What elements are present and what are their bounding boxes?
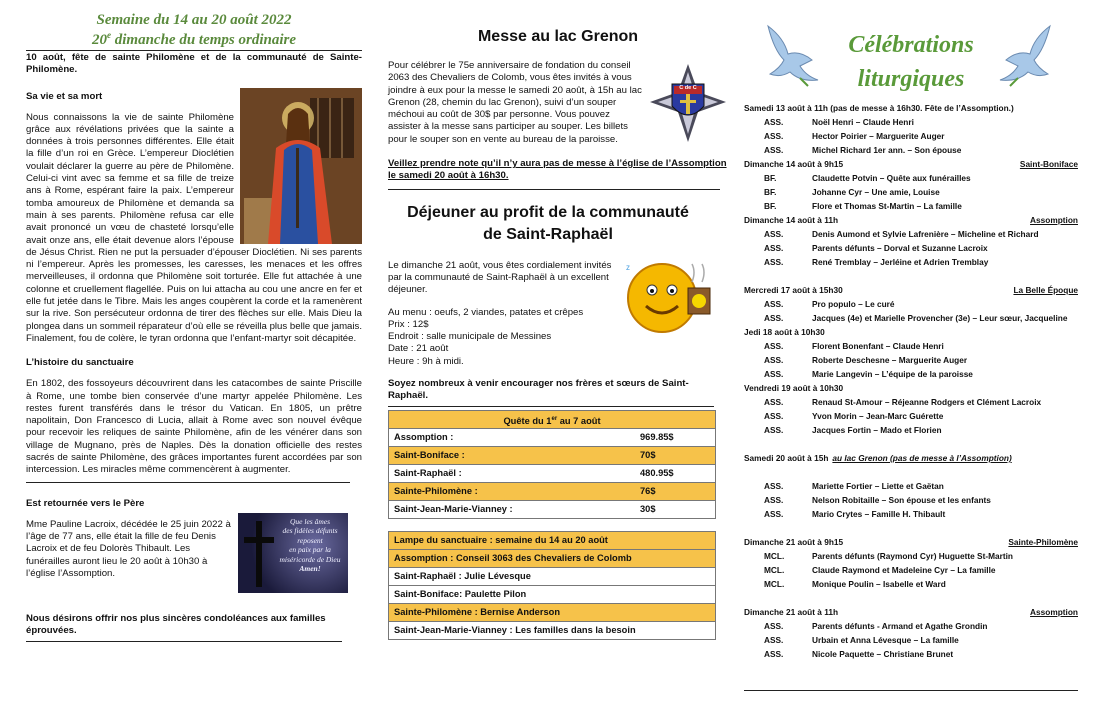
church-code: ASS. bbox=[764, 397, 784, 407]
church-code: ASS. bbox=[764, 145, 784, 155]
church-code: ASS. bbox=[764, 299, 784, 309]
celebration-date-heading bbox=[744, 283, 1078, 297]
church-label: Assomption bbox=[1030, 607, 1078, 617]
date-label: Dimanche 21 août à 9h15 bbox=[744, 537, 844, 547]
lake-text: Pour célébrer le 75e anniversaire de fondation du conseil 2063 des Chevaliers de Colomb, vous êtes invités à vous joindre à eux pour la messe le samedi 20 août, à 15h au lac Grenon (28, chemin du lac Grenon), suivi d’un souper méchoui au coût de 30$ par personne. Vous pouvez assister à la messe sans participer au souper. Les billets pour le souper son en vente au bureau de la paroisse. bbox=[388, 60, 642, 145]
celebration-date-heading bbox=[744, 381, 1078, 395]
intention-text: Claude Raymond et Madeleine Cyr – La famille bbox=[812, 565, 996, 575]
intention-text: Mario Crytes – Famille H. Thibault bbox=[812, 509, 946, 519]
date-label: Samedi 13 août à 11h (pas de messe à 16h30. Fête de l’Assomption.) bbox=[744, 103, 1014, 113]
breakfast-title: Déjeuner au profit de la communauté de Saint-Raphaël bbox=[407, 203, 689, 243]
spacer bbox=[744, 521, 1078, 535]
intention-text: Parents défunts – Dorval et Suzanne Lacroix bbox=[812, 243, 988, 253]
intention-text: Johanne Cyr – Une amie, Louise bbox=[812, 187, 940, 197]
intention-text: Parents défunts (Raymond Cyr) Huguette St-Martin bbox=[812, 551, 1013, 561]
sanctuary-heading: L’histoire du sanctuaire bbox=[26, 357, 134, 369]
cross-line-5: miséricorde de Dieu bbox=[279, 554, 341, 564]
celebration-date-heading bbox=[744, 213, 1078, 227]
intention-row bbox=[744, 423, 1078, 437]
church-label: Saint-Boniface bbox=[1019, 159, 1078, 169]
intention-row bbox=[744, 633, 1078, 647]
intention-text: Florent Bonenfant – Claude Henri bbox=[812, 341, 944, 351]
kofc-emblem-icon bbox=[648, 62, 728, 144]
quete-row: Assomption : 969.85$ bbox=[389, 428, 715, 446]
church-code: ASS. bbox=[764, 369, 784, 379]
intention-text: Claudette Potvin – Quête aux funérailles bbox=[812, 173, 971, 183]
feast-intro: 10 août, fête de sainte Philomène et de la communauté de Sainte-Philomène. bbox=[26, 52, 362, 76]
church-code: ASS. bbox=[764, 313, 784, 323]
intention-text: Renaud St-Amour – Réjeanne Rodgers et Clément Lacroix bbox=[812, 397, 1042, 407]
intention-text: Roberte Deschesne – Marguerite Auger bbox=[812, 355, 968, 365]
church-label: Assomption bbox=[1030, 215, 1078, 225]
quete-row: Saint-Boniface : 70$ bbox=[389, 446, 715, 464]
spacer bbox=[744, 437, 1078, 451]
cross-line-2: des fidèles défunts bbox=[282, 526, 338, 536]
church-code: ASS. bbox=[764, 509, 784, 519]
church-code: ASS. bbox=[764, 131, 784, 141]
intention-text: Parents défunts - Armand et Agathe Grondin bbox=[812, 621, 988, 631]
spacer bbox=[744, 465, 1078, 479]
breakfast-location: Endroit : salle municipale de Messines bbox=[388, 331, 552, 343]
lake-notice: Veillez prendre note qu’il n’y aura pas de messe à l’église de l’Assomption le samedi 20 août à 16h30. bbox=[388, 158, 727, 182]
church-code: MCL. bbox=[764, 579, 785, 589]
intention-row bbox=[744, 255, 1078, 269]
church-code: ASS. bbox=[764, 481, 784, 491]
lampe-row: Saint-Jean-Marie-Vianney : Les familles dans la besoin bbox=[389, 621, 715, 639]
church-code: ASS. bbox=[764, 621, 784, 631]
intention-text: Jacques Fortin – Mado et Florien bbox=[812, 425, 942, 435]
intention-row bbox=[744, 563, 1078, 577]
intention-row bbox=[744, 395, 1078, 409]
lampe-row: Sainte-Philomène : Bernise Anderson bbox=[389, 603, 715, 621]
church-code: ASS. bbox=[764, 243, 784, 253]
divider bbox=[388, 406, 714, 407]
intention-row bbox=[744, 115, 1078, 129]
sunday-number: 20 bbox=[91, 32, 107, 48]
intention-text: Yvon Morin – Jean-Marc Guérette bbox=[812, 411, 944, 421]
intention-text: Noël Henri – Claude Henri bbox=[812, 117, 914, 127]
intention-text: Pro populo – Le curé bbox=[812, 299, 895, 309]
church-code: ASS. bbox=[764, 425, 784, 435]
celebration-date-heading bbox=[744, 101, 1078, 115]
church-code: ASS. bbox=[764, 355, 784, 365]
liturgy-header bbox=[744, 0, 1078, 100]
column-3 bbox=[744, 0, 1078, 661]
column-1 bbox=[26, 0, 362, 642]
quete-table bbox=[388, 410, 716, 519]
spacer bbox=[744, 591, 1078, 605]
intention-row bbox=[744, 409, 1078, 423]
return-heading: Est retournée vers le Père bbox=[26, 497, 145, 509]
intention-text: Jacques (4e) et Marielle Provencher (3e) – Leur sœur, Jacqueline bbox=[812, 313, 1068, 323]
intention-text: Monique Poulin – Isabelle et Ward bbox=[812, 579, 946, 589]
intention-row bbox=[744, 297, 1078, 311]
intention-row bbox=[744, 577, 1078, 591]
emblem-letters: C de C bbox=[679, 85, 697, 91]
date-label: Jedi 18 août à 10h30 bbox=[744, 327, 825, 337]
date-label: Mercredi 17 août à 15h30 bbox=[744, 285, 843, 295]
breakfast-date: Date : 21 août bbox=[388, 343, 449, 355]
date-label: Dimanche 14 août à 11h bbox=[744, 215, 839, 225]
church-code: MCL. bbox=[764, 551, 785, 561]
breakfast-closing: Soyez nombreux à venir encourager nos frères et sœurs de Saint-Raphaël. bbox=[388, 378, 689, 402]
life-heading: Sa vie et sa mort bbox=[26, 90, 103, 102]
lampe-row: Saint-Raphaël : Julie Lévesque bbox=[389, 567, 715, 585]
intention-row bbox=[744, 479, 1078, 493]
spacer bbox=[744, 269, 1078, 283]
intention-text: Denis Aumond et Sylvie Lafrenière – Micheline et Richard bbox=[812, 229, 1039, 239]
church-label: Sainte-Philomène bbox=[1008, 537, 1078, 547]
divider bbox=[26, 482, 350, 483]
intention-row bbox=[744, 227, 1078, 241]
lampe-row: Lampe du sanctuaire : semaine du 14 au 20 août bbox=[394, 534, 608, 545]
week-title: Semaine du 14 au 20 août 2022 bbox=[96, 12, 292, 28]
saint-image bbox=[240, 88, 362, 244]
intention-row bbox=[744, 493, 1078, 507]
smiley-image bbox=[622, 258, 722, 334]
cross-image bbox=[238, 513, 348, 593]
intention-row bbox=[744, 171, 1078, 185]
location-note: au lac Grenon (pas de messe à l’Assomption) bbox=[832, 453, 1012, 463]
quete-row: Saint-Raphaël : 480.95$ bbox=[389, 464, 715, 482]
church-label: La Belle Époque bbox=[1013, 285, 1078, 295]
breakfast-intro: Le dimanche 21 août, vous êtes cordialement invités par la communauté de Saint-Raphaël à un excellent déjeuner. bbox=[388, 259, 612, 296]
celebration-date-heading bbox=[744, 157, 1078, 171]
celebration-date-heading bbox=[744, 535, 1078, 549]
church-code: BF. bbox=[764, 173, 777, 183]
return-text: Mme Pauline Lacroix, décédée le 25 juin 2022 à l’âge de 77 ans, elle était la fille de feu Denis Lacroix et de feu Dolorès Thibault. Les funérailles auront lieu le 20 août à 10h30 à l’église l’Assomption. bbox=[26, 518, 231, 579]
dove-left-icon bbox=[760, 20, 824, 90]
breakfast-price: Prix : 12$ bbox=[388, 318, 429, 330]
divider bbox=[388, 189, 720, 190]
intention-row bbox=[744, 507, 1078, 521]
breakfast-menu: Au menu : oeufs, 2 viandes, patates et crêpes bbox=[388, 306, 584, 318]
celebration-date-heading bbox=[744, 605, 1078, 619]
church-code: ASS. bbox=[764, 635, 784, 645]
quete-title: Quête du 1er au 7 août bbox=[503, 415, 601, 426]
kofc-emblem bbox=[648, 62, 728, 144]
intention-row bbox=[744, 241, 1078, 255]
liturgy-title-line-2: liturgiques bbox=[857, 66, 965, 92]
church-code: ASS. bbox=[764, 649, 784, 659]
intention-text: Hector Poirier – Marguerite Auger bbox=[812, 131, 945, 141]
cross-line-6: Amen! bbox=[299, 564, 321, 574]
date-label: Vendredi 19 août à 10h30 bbox=[744, 383, 844, 393]
lampe-row: Assomption : Conseil 3063 des Chevaliers de Colomb bbox=[389, 549, 715, 567]
church-code: ASS. bbox=[764, 257, 784, 267]
saint-philomena-icon bbox=[240, 88, 362, 244]
celebration-date-heading bbox=[744, 325, 1078, 339]
intention-text: Nicole Paquette – Christiane Brunet bbox=[812, 649, 954, 659]
column-2 bbox=[388, 0, 728, 640]
liturgy-title bbox=[826, 28, 996, 96]
lampe-row: Saint-Boniface: Paulette Pilon bbox=[389, 585, 715, 603]
condolences: Nous désirons offrir nos plus sincères condoléances aux familles éprouvées. bbox=[26, 612, 326, 636]
intention-row bbox=[744, 185, 1078, 199]
intention-row bbox=[744, 619, 1078, 633]
intention-row bbox=[744, 353, 1078, 367]
church-code: ASS. bbox=[764, 117, 784, 127]
sanctuary-text: En 1802, des fossoyeurs découvrirent dans les catacombes de sainte Priscille à Rome, une tombe bien conservée d’une martyr appelée Philomène. Les restes furent transférés dans le trésor du Vatican. En 1805, un prêtre napolitain, Don Francesco di Lucia, allait à Rome avec son nouvel évêque pour recevoir les reliques de sainte Philomène, afin de les vénérer dans son village de Mugnano, près de Naples. Dès la donation officielle des restes sacrés de sainte Philomène, des grâces importantes furent accordées par son intercession. Les miracles même commencèrent à augmenter. bbox=[26, 378, 362, 476]
quete-row: Sainte-Philomène : 76$ bbox=[389, 482, 715, 500]
intention-row bbox=[744, 311, 1078, 325]
sunday-sup: e bbox=[106, 30, 111, 40]
dove-right-icon bbox=[994, 20, 1058, 90]
intention-row bbox=[744, 129, 1078, 143]
church-code: ASS. bbox=[764, 495, 784, 505]
celebration-date-heading bbox=[744, 451, 1078, 465]
liturgy-title-line-1: Célébrations bbox=[848, 32, 974, 58]
church-code: ASS. bbox=[764, 341, 784, 351]
intention-text: Nelson Robitaille – Son épouse et les enfants bbox=[812, 495, 991, 505]
intention-text: Mariette Fortier – Liette et Gaëtan bbox=[812, 481, 944, 491]
church-code: BF. bbox=[764, 187, 777, 197]
intention-row bbox=[744, 143, 1078, 157]
celebrations-list bbox=[744, 101, 1078, 661]
sunday-rest: dimanche du temps ordinaire bbox=[114, 32, 297, 48]
intention-row bbox=[744, 339, 1078, 353]
church-code: ASS. bbox=[764, 411, 784, 421]
sunday-title bbox=[26, 28, 362, 48]
intention-row bbox=[744, 199, 1078, 213]
intention-text: Marie Langevin – L’équipe de la paroisse bbox=[812, 369, 973, 379]
church-code: MCL. bbox=[764, 565, 785, 575]
cross-line-3: reposent bbox=[297, 535, 323, 545]
intention-text: René Tremblay – Jerléine et Adrien Tremblay bbox=[812, 257, 989, 267]
cross-line-4: en paix par la bbox=[289, 545, 331, 555]
intention-row bbox=[744, 367, 1078, 381]
date-label: Dimanche 21 août à 11h bbox=[744, 607, 839, 617]
breakfast-time: Heure : 9h à midi. bbox=[388, 355, 464, 367]
intention-text: Michel Richard 1er ann. – Son épouse bbox=[812, 145, 962, 155]
svg-text:z: z bbox=[626, 263, 630, 272]
date-label: Dimanche 14 août à 9h15 bbox=[744, 159, 844, 169]
smiley-coffee-icon bbox=[622, 258, 722, 334]
lampe-table bbox=[388, 531, 716, 640]
intention-text: Urbain et Anna Lévesque – La famille bbox=[812, 635, 959, 645]
life-text: Nous connaissons la vie de sainte Philomène grâce aux révélations privées que la sainte a données à trois personnes différentes. Elle était la fille d’un roi en Grèce. L’empereur Dioclétien voulait déclarer la guerre au père de Philomène. Celui-ci vint avec sa femme et sa fille de treize ans à Rome, espérant faire la paix. L’empereur tomba amoureux de Philomène et demanda sa main à ses parents. Philomène refusa car elle avait prononcé un vœu de chasteté lorsqu’elle avait onze ans, elle était devenue alors l’épouse de Jésus Christ. Rien ne put la persuader d’épouser Dioclétien. Ni ses parents ni l’empereur. Après les promesses, les caresses, les menaces et les offres merveilleuses, il ordonna que Philomène soit torturée. Elle fut attachée à une colonne et cruellement flagellée. Puis on lui attacha au cou une ancre en fer et elle fut jetée dans le Tibre. Mais les anges coupèrent la corde et la ramenèrent sur la rive. Son persécuteur ordonna de tirer des flèches sur elle. Mais Dieu la plongea dans un sommeil réparateur d’où elle se réveilla plus belle que jamais. Finalement, fou de colère, le tyran ordonna que l’enfant-martyr soit décapitée. bbox=[26, 111, 362, 344]
lake-title: Messe au lac Grenon bbox=[477, 28, 639, 45]
cross-line-1: Que les âmes bbox=[290, 516, 330, 526]
date-label: Samedi 20 août à 15h bbox=[744, 453, 829, 463]
intention-row bbox=[744, 647, 1078, 661]
church-code: ASS. bbox=[764, 229, 784, 239]
divider-bottom bbox=[26, 641, 342, 642]
intention-text: Flore et Thomas St-Martin – La famille bbox=[812, 201, 962, 211]
intention-row bbox=[744, 549, 1078, 563]
church-code: BF. bbox=[764, 201, 777, 211]
divider-bottom bbox=[744, 690, 1078, 691]
quete-row: Saint-Jean-Marie-Vianney : 30$ bbox=[389, 500, 715, 518]
